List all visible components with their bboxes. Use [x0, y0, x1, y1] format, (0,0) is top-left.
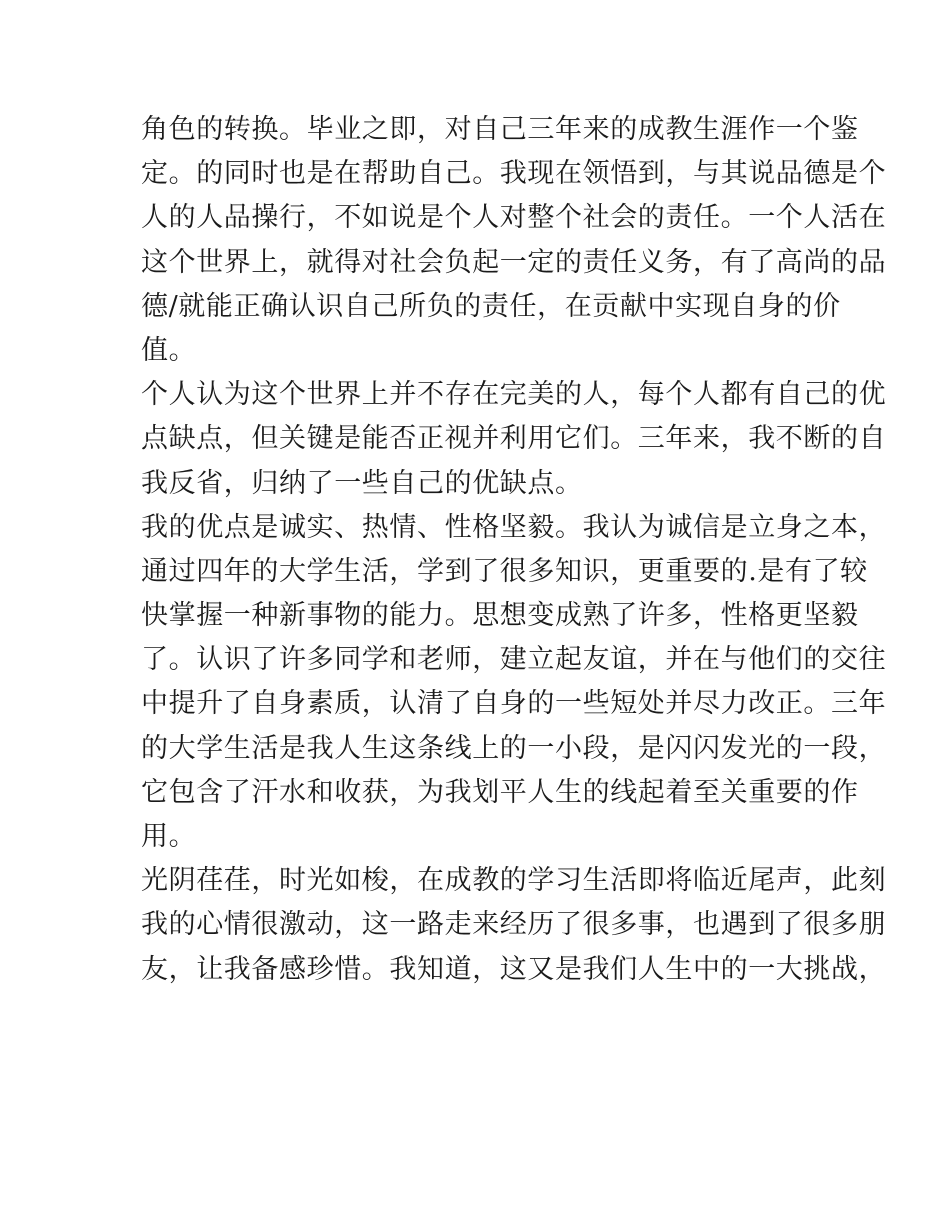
text-line: 快掌握一种新事物的能力。思想变成熟了许多，性格更坚毅	[141, 600, 859, 632]
text-line: 个人认为这个世界上并不存在完美的人，每个人都有自己的优	[141, 379, 887, 411]
text-line: 用。	[141, 821, 197, 852]
text-line: 我的心情很激动，这一路走来经历了很多事，也遇到了很多朋	[141, 909, 887, 941]
text-line: 定。的同时也是在帮助自己。我现在领悟到，与其说品德是个	[141, 158, 887, 190]
text-line: 我的优点是诚实、热情、性格坚毅。我认为诚信是立身之本，	[141, 511, 887, 543]
text-line: 了。认识了许多同学和老师，建立起友谊，并在与他们的交往	[141, 644, 887, 676]
text-line: 德/就能正确认识自己所负的责任，在贡献中实现自身的价	[141, 290, 841, 322]
text-line: 点缺点，但关键是能否正视并利用它们。三年来，我不断的自	[141, 423, 887, 455]
text-line: 值。	[141, 334, 197, 366]
text-line: 角色的转换。毕业之即，对自己三年来的成教生涯作一个鉴	[141, 114, 859, 145]
text-line: 通过四年的大学生活，学到了很多知识，更重要的.是有了较	[141, 555, 868, 587]
body-text	[141, 108, 887, 992]
text-line: 这个世界上，就得对社会负起一定的责任义务，有了高尚的品	[141, 246, 887, 278]
text-line: 友，让我备感珍惜。我知道，这又是我们人生中的一大挑战，	[141, 953, 887, 985]
text-line: 中提升了自身素质，认清了自身的一些短处并尽力改正。三年	[141, 688, 887, 720]
text-line: 光阴荏荏，时光如梭，在成教的学习生活即将临近尾声，此刻	[141, 865, 887, 897]
text-line: 我反省，归纳了一些自己的优缺点。	[141, 467, 583, 499]
text-line: 的大学生活是我人生这条线上的一小段，是闪闪发光的一段，	[141, 732, 887, 764]
text-line: 它包含了汗水和收获，为我划平人生的线起着至关重要的作	[141, 776, 859, 808]
text-line: 人的人品操行，不如说是个人对整个社会的责任。一个人活在	[141, 202, 887, 234]
